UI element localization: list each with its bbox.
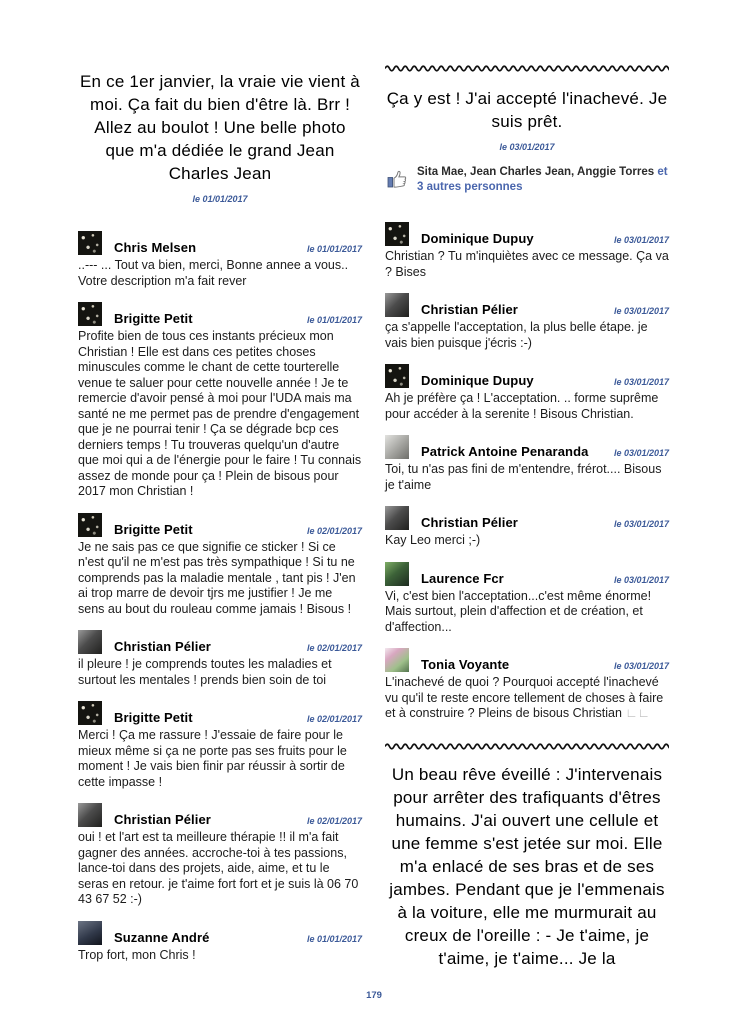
comment-header — [78, 803, 362, 827]
author-name: Laurence Fcr — [421, 570, 504, 586]
avatar — [385, 364, 409, 388]
comment-date: le 02/01/2017 — [306, 816, 362, 826]
comment-text: oui ! et l'art est ta meilleure thérapie !! il m'a fait gagner des années. accroche-toi à tes passions, lance-toi dans des projets, aide, aime, et tu le seras en retour. je t'aime fort fort et je suis là 06 70 43 67 52 :-) — [78, 830, 359, 906]
comment-date: le 03/01/2017 — [613, 306, 669, 316]
comment-date: le 02/01/2017 — [306, 714, 362, 724]
comment-header — [78, 701, 362, 725]
likes-text — [417, 165, 669, 195]
comment — [78, 630, 362, 688]
comment-text: Ah je préfère ça ! L'acceptation. .. forme suprême pour accéder à la serenite ! Bisous Christian. — [385, 391, 659, 421]
comment-header — [385, 506, 669, 530]
likes-row — [385, 165, 669, 195]
comment-text: ..--- ... Tout va bien, merci, Bonne annee a vous.. Votre description m'a fait rever — [78, 258, 349, 288]
post-date: le 03/01/2017 — [499, 142, 555, 152]
wavy-divider — [385, 64, 669, 72]
comment — [385, 222, 669, 280]
comment — [78, 513, 362, 618]
comment-date: le 02/01/2017 — [306, 525, 362, 536]
comment-date: le 03/01/2017 — [613, 519, 669, 529]
comment-date: le 03/01/2017 — [613, 574, 669, 585]
wavy-divider — [385, 742, 669, 750]
post-date: le 01/01/2017 — [192, 194, 248, 204]
post-text: En ce 1er janvier, la vraie vie vient à moi. Ça fait du bien d'être là. Brr ! Allez au boulot ! Une belle photo que m'a dédiée le grand Jean Charles Jean — [80, 72, 360, 183]
comment — [78, 231, 362, 289]
comment-header — [385, 562, 669, 586]
author-name: Patrick Antoine Penaranda — [421, 444, 589, 459]
avatar — [78, 302, 102, 326]
comment-text-main: L'inachevé de quoi ? Pourquoi accepté l'inachevé vu qu'il te reste encore tellement de choses à faire et à construire ? Pleins de bisous Christian — [385, 675, 664, 720]
comment — [385, 435, 669, 493]
avatar — [385, 435, 409, 459]
comment-text: Toi, tu n'as pas fini de m'entendre, frérot.... Bisous je t'aime — [385, 462, 662, 492]
comment-header — [78, 513, 362, 537]
comment-text: Christian ? Tu m'inquiètes avec ce message. Ça va ? Bises — [385, 249, 669, 279]
author-name: Suzanne André — [114, 929, 210, 945]
comment — [385, 364, 669, 422]
comment-header — [385, 648, 669, 672]
author-name: Brigitte Petit — [114, 521, 193, 537]
author-name: Chris Melsen — [114, 240, 197, 255]
author-name: Brigitte Petit — [114, 311, 193, 326]
avatar — [385, 293, 409, 317]
comment-text — [385, 675, 669, 722]
post-text: Un beau rêve éveillé : J'intervenais pour arrêter des trafiquants d'êtres humains. J'ai ouvert une cellule et une femme s'est jetée sur moi. Elle m'a enlacé de ses bras et de ses jambes. Pendant que je l'emmenais à la voiture, elle me murmurait au creux de l'oreille : - Je t'aime, je t'aime, je t'aime... Je la — [389, 764, 665, 968]
comment-text: Kay Leo merci ;-) — [385, 533, 481, 547]
post-text: Ça y est ! J'ai accepté l'inachevé. Je suis prêt. — [386, 89, 668, 131]
comment-date: le 03/01/2017 — [613, 661, 669, 671]
comment-text: Profite bien de tous ces instants précieux mon Christian ! Elle est dans ces petites choses minuscules comme le chant de cette tourterelle venue te saluer pour cette nouvelle année ! Je te remercie d'avoir pensé à moi pour l'UDA mais ma santé ne me permet pas de prendre d'engagement que je ne pourrai tenir ! Ça se dégrade bcp ces derniers temps ! Tu trouveras quelqu'un d'autre que moi qui a de l'énergie pour le faire ! Tu connais assez de monde pour ça ! Plein de bisous pour 2017 mon Christian ! — [78, 329, 362, 498]
comment-date: le 01/01/2017 — [306, 244, 362, 254]
comment-date: le 03/01/2017 — [613, 235, 669, 245]
author-name: Dominique Dupuy — [421, 373, 534, 388]
comment-header — [385, 293, 669, 317]
comment — [78, 921, 362, 964]
comment-date: le 03/01/2017 — [613, 377, 669, 387]
avatar — [78, 513, 102, 537]
avatar — [78, 701, 102, 725]
comment-text: Je ne sais pas ce que signifie ce sticker ! Si ce n'est qu'il ne m'est pas très sympathique ! Si tu ne comprends pas la maladie mentale , tant pis ! J'en ai trop marre de devoir tjrs me justifier ! Je me sens au bout du rouleau comme jamais ! Bisous ! — [78, 539, 356, 616]
comment — [385, 562, 669, 636]
comment — [78, 302, 362, 500]
comment — [385, 293, 669, 351]
author-name: Christian Pélier — [114, 639, 211, 654]
comment — [385, 648, 669, 722]
comment-date: le 02/01/2017 — [306, 643, 362, 653]
author-name: Christian Pélier — [421, 515, 518, 530]
thumbs-up-icon — [387, 169, 409, 194]
author-name: Christian Pélier — [114, 812, 211, 827]
comment-date: le 01/01/2017 — [306, 933, 362, 944]
author-name: Brigitte Petit — [114, 710, 193, 725]
comment-header — [78, 630, 362, 654]
comment-header — [78, 231, 362, 255]
left-column — [78, 64, 362, 970]
missing-emoji-glyphs: ∟∟ — [625, 706, 650, 720]
page-number: 179 — [366, 990, 382, 1001]
comment — [78, 803, 362, 908]
avatar — [385, 222, 409, 246]
comment-text: ça s'appelle l'acceptation, la plus belle étape. je vais bien puisque j'écris :-) — [385, 320, 648, 350]
comment-date: le 03/01/2017 — [613, 448, 669, 458]
avatar — [78, 231, 102, 255]
comment-header — [385, 435, 669, 459]
comment-header — [385, 364, 669, 388]
comment-date: le 01/01/2017 — [306, 315, 362, 325]
comment-text: Merci ! Ça me rassure ! J'essaie de faire pour le mieux même si ça ne porte pas ses fruits pour le moment ! Je vais bien finir par réussir à sortir de cette impasse ! — [78, 728, 347, 789]
avatar — [385, 648, 409, 672]
comment-header — [385, 222, 669, 246]
comment-text: Trop fort, mon Chris ! — [78, 947, 196, 962]
avatar — [78, 630, 102, 654]
avatar — [78, 803, 102, 827]
comment-text: Vi, c'est bien l'acceptation...c'est même énorme! Mais surtout, plein d'affection et de création, et d'affection... — [385, 588, 652, 634]
avatar — [385, 506, 409, 530]
comment-header — [78, 921, 362, 945]
comment — [385, 506, 669, 549]
author-name: Dominique Dupuy — [421, 231, 534, 246]
author-name: Tonia Voyante — [421, 657, 510, 672]
avatar — [385, 562, 409, 586]
author-name: Christian Pélier — [421, 302, 518, 317]
comment — [78, 701, 362, 790]
likes-others-link: et 3 autres personnes — [417, 166, 668, 193]
comment-header — [78, 302, 362, 326]
comment-text: il pleure ! je comprends toutes les maladies et surtout les mentales ! prends bien soin de toi — [78, 657, 332, 687]
avatar — [78, 921, 102, 945]
liker-names: Sita Mae, Jean Charles Jean, Anggie Torres — [417, 166, 658, 178]
right-column — [385, 64, 669, 970]
